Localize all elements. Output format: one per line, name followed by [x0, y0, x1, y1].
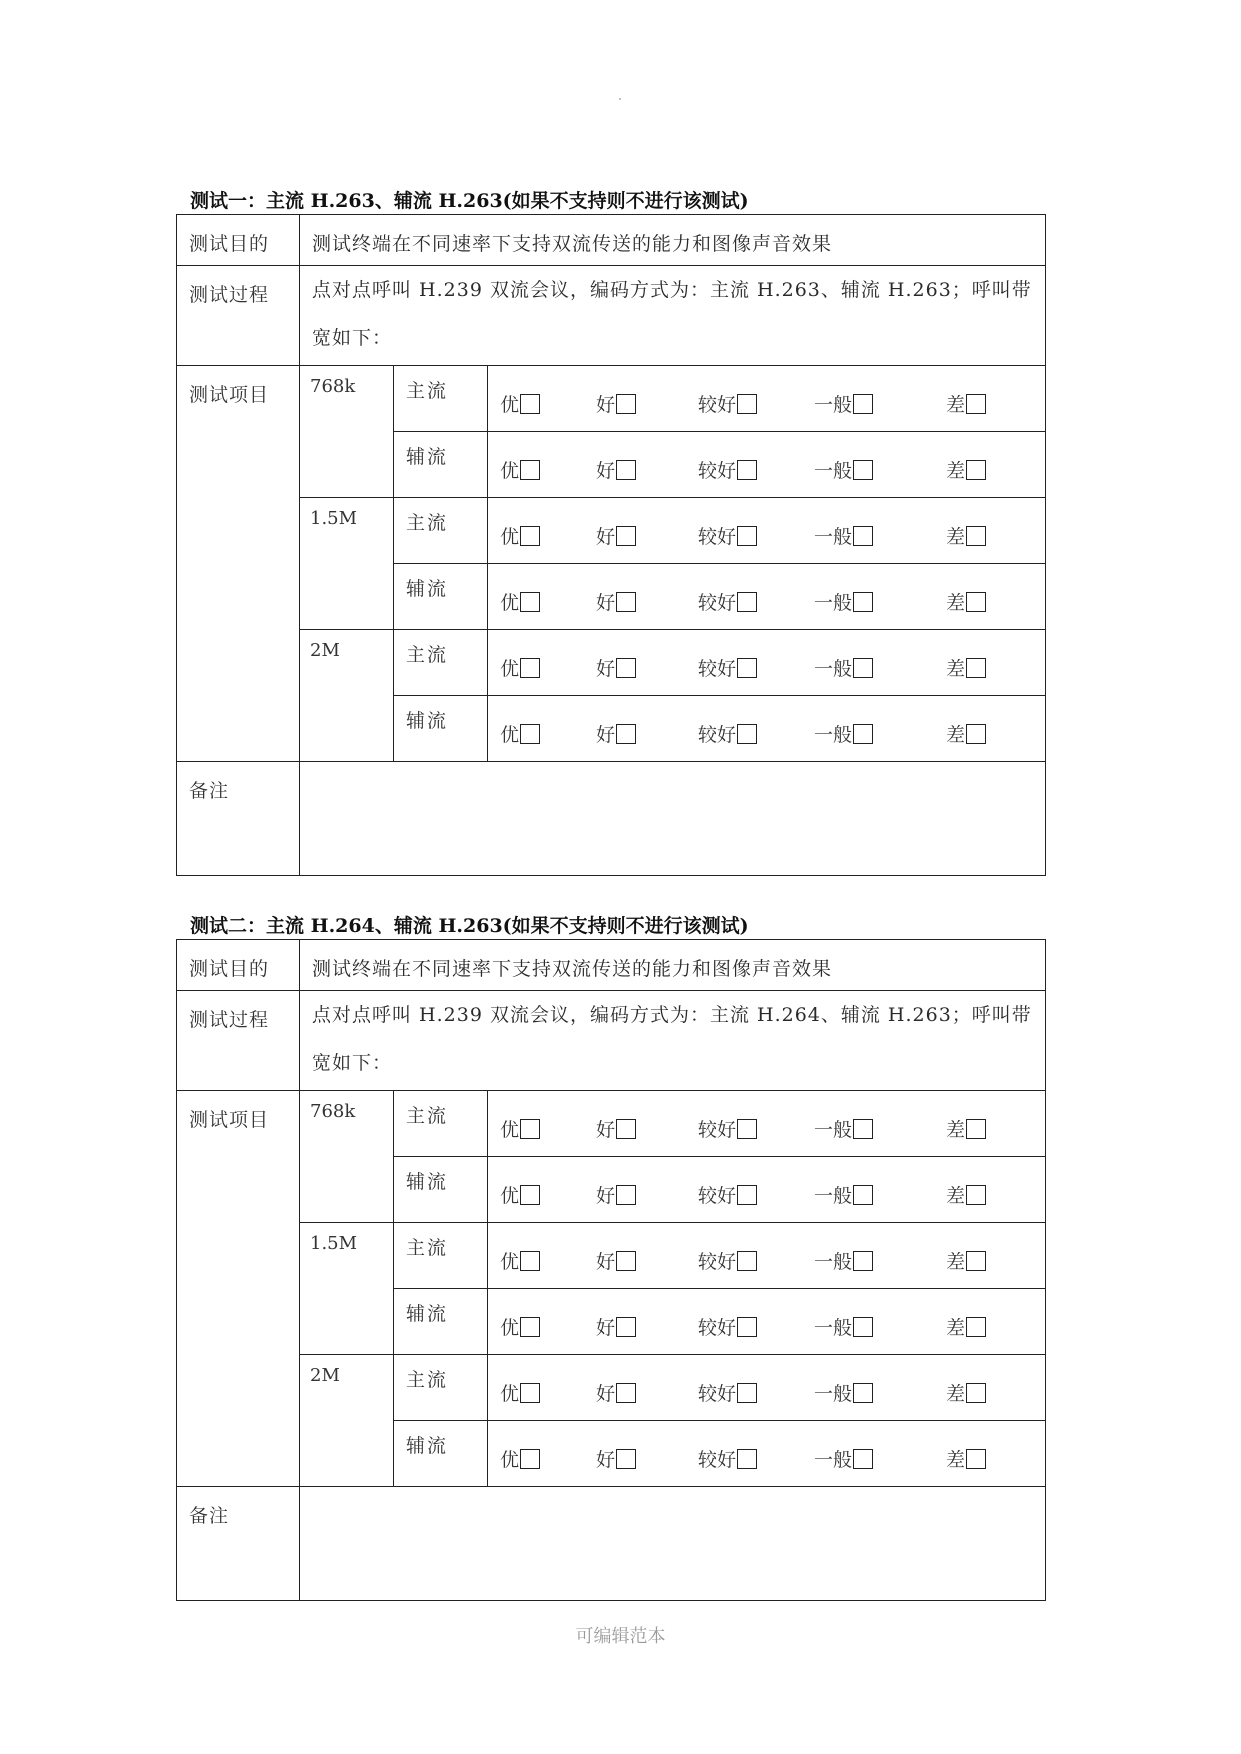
checkbox[interactable] — [737, 1185, 757, 1205]
checkbox[interactable] — [520, 460, 540, 480]
rating-option: 优 — [500, 1115, 540, 1142]
checkbox[interactable] — [616, 1449, 636, 1469]
purpose-label: 测试目的 — [189, 233, 270, 255]
rating-option: 好 — [596, 588, 636, 615]
checkbox[interactable] — [853, 1185, 873, 1205]
rating-option: 一般 — [814, 654, 873, 681]
rating-option: 差 — [946, 1247, 986, 1274]
rating-option: 好 — [596, 1115, 636, 1142]
checkbox[interactable] — [737, 1119, 757, 1139]
page-footer: 可编辑范本 — [575, 1626, 666, 1647]
test-section-2 — [176, 913, 1046, 1601]
test-table-2 — [176, 939, 1046, 1601]
rating-option: 好 — [596, 1247, 636, 1274]
notes-label: 备注 — [189, 780, 230, 802]
rating-option: 一般 — [814, 720, 873, 747]
stream-label-main: 主流 — [406, 644, 449, 666]
rating-option: 一般 — [814, 1247, 873, 1274]
checkbox[interactable] — [853, 592, 873, 612]
rating-option: 差 — [946, 522, 986, 549]
checkbox[interactable] — [853, 1317, 873, 1337]
checkbox[interactable] — [966, 1383, 986, 1403]
rating-option: 差 — [946, 1313, 986, 1340]
rating-option: 较好 — [698, 1445, 757, 1472]
rate-label: 2M — [310, 1365, 340, 1386]
checkbox[interactable] — [737, 1383, 757, 1403]
rating-option: 差 — [946, 1445, 986, 1472]
checkbox[interactable] — [616, 460, 636, 480]
rating-row — [177, 498, 1046, 564]
rating-option: 一般 — [814, 1313, 873, 1340]
checkbox[interactable] — [966, 724, 986, 744]
checkbox[interactable] — [853, 460, 873, 480]
rating-options — [488, 432, 1045, 497]
rating-option: 差 — [946, 720, 986, 747]
rating-option: 优 — [500, 1313, 540, 1340]
checkbox[interactable] — [737, 1449, 757, 1469]
rating-option: 好 — [596, 720, 636, 747]
checkbox[interactable] — [520, 1251, 540, 1271]
notes-field[interactable] — [300, 1487, 1046, 1601]
rating-option: 较好 — [698, 654, 757, 681]
notes-row — [177, 1487, 1046, 1601]
rating-option: 好 — [596, 1313, 636, 1340]
rating-option: 差 — [946, 1181, 986, 1208]
process-text: 点对点呼叫 H.239 双流会议，编码方式为：主流 H.263、辅流 H.263；呼叫带宽如下： — [312, 279, 1032, 349]
checkbox[interactable] — [520, 1317, 540, 1337]
rating-option: 一般 — [814, 1445, 873, 1472]
rating-option: 差 — [946, 654, 986, 681]
rating-option: 优 — [500, 588, 540, 615]
checkbox[interactable] — [520, 394, 540, 414]
notes-row — [177, 762, 1046, 876]
process-label: 测试过程 — [189, 1009, 270, 1031]
rating-option: 好 — [596, 654, 636, 681]
stream-label-aux: 辅流 — [406, 1171, 449, 1193]
rating-option: 较好 — [698, 720, 757, 747]
rating-option: 好 — [596, 390, 636, 417]
test-section-1 — [176, 188, 1046, 876]
purpose-text: 测试终端在不同速率下支持双流传送的能力和图像声音效果 — [312, 233, 833, 255]
rating-option: 差 — [946, 456, 986, 483]
checkbox[interactable] — [853, 1383, 873, 1403]
checkbox[interactable] — [966, 1119, 986, 1139]
checkbox[interactable] — [737, 658, 757, 678]
rating-option: 一般 — [814, 1115, 873, 1142]
stream-label-aux: 辅流 — [406, 1435, 449, 1457]
process-label: 测试过程 — [189, 284, 270, 306]
checkbox[interactable] — [616, 592, 636, 612]
rating-option: 一般 — [814, 456, 873, 483]
stream-label-main: 主流 — [406, 1105, 449, 1127]
checkbox[interactable] — [616, 526, 636, 546]
rating-option: 优 — [500, 1181, 540, 1208]
rating-option: 好 — [596, 522, 636, 549]
checkbox[interactable] — [737, 460, 757, 480]
checkbox[interactable] — [520, 1449, 540, 1469]
rating-option: 较好 — [698, 1115, 757, 1142]
checkbox[interactable] — [853, 1251, 873, 1271]
rating-option: 一般 — [814, 588, 873, 615]
stream-label-main: 主流 — [406, 380, 449, 402]
rating-option: 差 — [946, 588, 986, 615]
rating-option: 优 — [500, 720, 540, 747]
checkbox[interactable] — [853, 394, 873, 414]
rating-option: 差 — [946, 390, 986, 417]
items-label: 测试项目 — [189, 1109, 270, 1131]
rate-label: 768k — [310, 1101, 356, 1122]
rating-option: 优 — [500, 1247, 540, 1274]
rating-option: 差 — [946, 1379, 986, 1406]
notes-field[interactable] — [300, 762, 1046, 876]
rating-options — [488, 1289, 1045, 1354]
checkbox[interactable] — [520, 592, 540, 612]
stream-label-aux: 辅流 — [406, 1303, 449, 1325]
checkbox[interactable] — [966, 592, 986, 612]
checkbox[interactable] — [520, 1185, 540, 1205]
checkbox[interactable] — [737, 1251, 757, 1271]
rating-option: 较好 — [698, 456, 757, 483]
page-mark-dot — [619, 98, 621, 100]
checkbox[interactable] — [737, 1317, 757, 1337]
checkbox[interactable] — [737, 394, 757, 414]
checkbox[interactable] — [966, 394, 986, 414]
rating-option: 优 — [500, 1445, 540, 1472]
checkbox[interactable] — [616, 658, 636, 678]
rate-label: 1.5M — [310, 1233, 358, 1254]
rating-option: 好 — [596, 1181, 636, 1208]
stream-label-aux: 辅流 — [406, 710, 449, 732]
rating-option: 优 — [500, 456, 540, 483]
rating-options — [488, 564, 1045, 629]
notes-label: 备注 — [189, 1505, 230, 1527]
section-title: 测试一：主流 H.263、辅流 H.263(如果不支持则不进行该测试) — [190, 190, 749, 212]
rating-option: 较好 — [698, 588, 757, 615]
rating-row — [177, 1355, 1046, 1421]
checkbox[interactable] — [966, 526, 986, 546]
section-title: 测试二：主流 H.264、辅流 H.263(如果不支持则不进行该测试) — [190, 915, 749, 937]
rating-option: 较好 — [698, 390, 757, 417]
rating-option: 较好 — [698, 522, 757, 549]
checkbox[interactable] — [520, 1119, 540, 1139]
checkbox[interactable] — [966, 460, 986, 480]
rating-row — [177, 1223, 1046, 1289]
checkbox[interactable] — [616, 1317, 636, 1337]
stream-label-aux: 辅流 — [406, 578, 449, 600]
checkbox[interactable] — [737, 724, 757, 744]
stream-label-aux: 辅流 — [406, 446, 449, 468]
rating-option: 一般 — [814, 1181, 873, 1208]
rating-option: 好 — [596, 456, 636, 483]
process-text: 点对点呼叫 H.239 双流会议，编码方式为：主流 H.264、辅流 H.263；呼叫带宽如下： — [312, 1004, 1032, 1074]
rating-option: 较好 — [698, 1247, 757, 1274]
purpose-text: 测试终端在不同速率下支持双流传送的能力和图像声音效果 — [312, 958, 833, 980]
rating-options — [488, 498, 1045, 563]
rating-option: 好 — [596, 1445, 636, 1472]
checkbox[interactable] — [520, 1383, 540, 1403]
checkbox[interactable] — [616, 1383, 636, 1403]
rating-option: 一般 — [814, 390, 873, 417]
checkbox[interactable] — [616, 724, 636, 744]
test-table-1 — [176, 214, 1046, 876]
stream-label-main: 主流 — [406, 1369, 449, 1391]
checkbox[interactable] — [853, 1449, 873, 1469]
rating-options — [488, 1091, 1045, 1156]
rating-options — [488, 1355, 1045, 1420]
checkbox[interactable] — [616, 1251, 636, 1271]
checkbox[interactable] — [853, 724, 873, 744]
rating-option: 较好 — [698, 1313, 757, 1340]
rate-label: 2M — [310, 640, 340, 661]
checkbox[interactable] — [853, 658, 873, 678]
checkbox[interactable] — [737, 592, 757, 612]
checkbox[interactable] — [520, 658, 540, 678]
checkbox[interactable] — [520, 526, 540, 546]
items-label: 测试项目 — [189, 384, 270, 406]
checkbox[interactable] — [520, 724, 540, 744]
purpose-label: 测试目的 — [189, 958, 270, 980]
checkbox[interactable] — [966, 1317, 986, 1337]
rating-option: 优 — [500, 390, 540, 417]
process-row — [177, 266, 1046, 366]
rating-option: 优 — [500, 654, 540, 681]
rating-option: 优 — [500, 1379, 540, 1406]
checkbox[interactable] — [853, 1119, 873, 1139]
stream-label-main: 主流 — [406, 1237, 449, 1259]
rating-option: 较好 — [698, 1181, 757, 1208]
checkbox[interactable] — [966, 1449, 986, 1469]
rating-option: 一般 — [814, 1379, 873, 1406]
rating-options — [488, 366, 1045, 431]
rating-option: 好 — [596, 1379, 636, 1406]
checkbox[interactable] — [616, 1185, 636, 1205]
stream-label-main: 主流 — [406, 512, 449, 534]
rating-row — [177, 1091, 1046, 1157]
rating-options — [488, 696, 1045, 761]
rating-row — [177, 630, 1046, 696]
rating-option: 优 — [500, 522, 540, 549]
rating-option: 差 — [946, 1115, 986, 1142]
checkbox[interactable] — [616, 394, 636, 414]
rating-row — [177, 366, 1046, 432]
checkbox[interactable] — [616, 1119, 636, 1139]
checkbox[interactable] — [966, 658, 986, 678]
rating-options — [488, 1223, 1045, 1288]
rate-label: 768k — [310, 376, 356, 397]
rate-label: 1.5M — [310, 508, 358, 529]
rating-option: 较好 — [698, 1379, 757, 1406]
rating-options — [488, 1421, 1045, 1486]
checkbox[interactable] — [966, 1185, 986, 1205]
rating-option: 一般 — [814, 522, 873, 549]
checkbox[interactable] — [966, 1251, 986, 1271]
checkbox[interactable] — [853, 526, 873, 546]
rating-options — [488, 630, 1045, 695]
rating-options — [488, 1157, 1045, 1222]
process-row — [177, 991, 1046, 1091]
checkbox[interactable] — [737, 526, 757, 546]
